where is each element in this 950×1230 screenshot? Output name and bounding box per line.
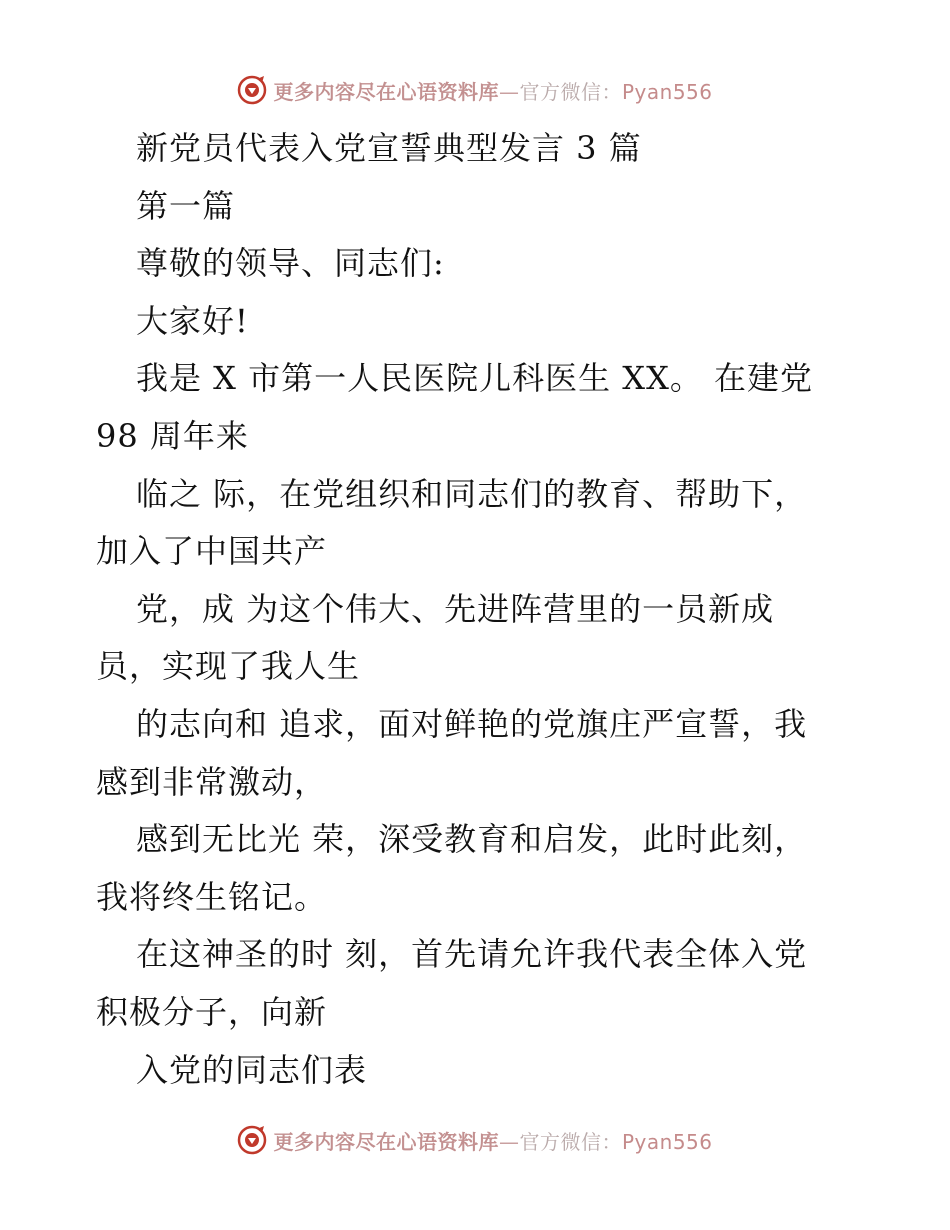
logo-icon bbox=[237, 75, 267, 105]
footer-wechat-label: 官方微信： bbox=[519, 1129, 622, 1154]
header-wechat-id: Pyan556 bbox=[621, 79, 713, 104]
header-banner-text bbox=[273, 76, 712, 105]
document-line: 我是 X 市第一人民医院儿科医生 XX。 在建党 bbox=[136, 359, 814, 398]
document-line: 临之 际，在党组织和同志们的教育、帮助下， bbox=[136, 474, 808, 513]
header-banner bbox=[0, 70, 950, 110]
document-line: 98 周年来 bbox=[96, 416, 249, 455]
document-line: 在这神圣的时 刻，首先请允许我代表全体入党 bbox=[136, 935, 808, 974]
document-line: 第一篇 bbox=[136, 186, 236, 225]
document-line: 员，实现了我人生 bbox=[96, 647, 361, 686]
document-line: 入党的同志们表 bbox=[136, 1050, 368, 1089]
logo-icon bbox=[237, 1125, 267, 1155]
document-line: 加入了中国共产 bbox=[96, 532, 328, 571]
footer-dash: — bbox=[498, 1129, 520, 1154]
footer-banner-text bbox=[273, 1126, 712, 1155]
document-line: 尊敬的领导、同志们: bbox=[136, 244, 445, 283]
document-line: 的志向和 追求，面对鲜艳的党旗庄严宣誓，我 bbox=[136, 704, 808, 743]
document-line: 积极分子，向新 bbox=[96, 992, 328, 1031]
document-line: 新党员代表入党宣誓典型发言 3 篇 bbox=[136, 129, 642, 167]
document-line: 党，成 为这个伟大、先进阵营里的一员新成 bbox=[136, 589, 775, 628]
footer-wechat-id: Pyan556 bbox=[621, 1129, 713, 1154]
document-line: 大家好! bbox=[136, 301, 249, 340]
header-brand: 更多内容尽在心语资料库 bbox=[273, 79, 499, 104]
document-line: 感到无比光 荣，深受教育和启发，此时此刻， bbox=[136, 820, 808, 859]
header-dash: — bbox=[498, 79, 520, 104]
document-line: 我将终生铭记。 bbox=[96, 877, 328, 916]
footer-brand: 更多内容尽在心语资料库 bbox=[273, 1129, 499, 1154]
footer-banner bbox=[0, 1120, 950, 1160]
header-wechat-label: 官方微信： bbox=[519, 79, 622, 104]
document-body bbox=[96, 120, 836, 1099]
document-line: 感到非常激动， bbox=[96, 762, 328, 801]
